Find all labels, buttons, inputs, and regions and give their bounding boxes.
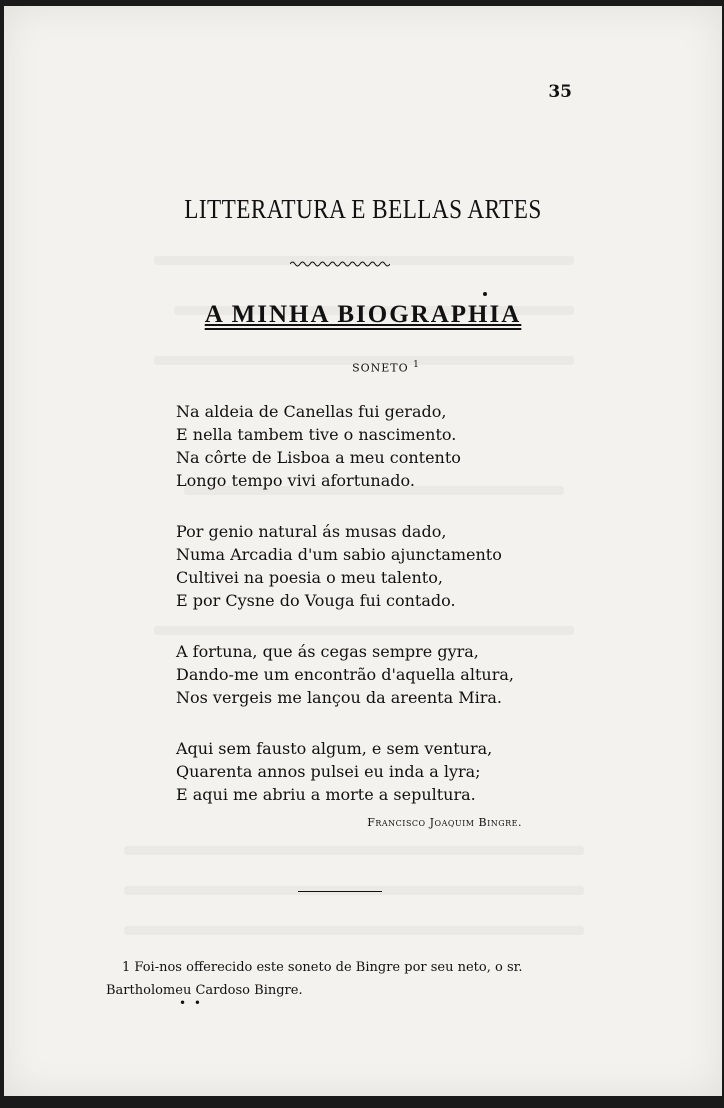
verse-line: Quarenta annos pulsei eu inda a lyra; — [176, 762, 481, 781]
poem-subtitle — [4, 360, 722, 375]
verse-line: Dando-me um encontrão d'aquella altura, — [176, 665, 514, 684]
verse-line: E nella tambem tive o nascimento. — [176, 425, 457, 444]
bleed-through-text — [124, 846, 584, 855]
verse-line: E por Cysne do Vouga fui contado. — [176, 591, 456, 610]
footnote-marks: • • — [179, 996, 203, 1010]
section-title: LITTERATURA E BELLAS ARTES — [184, 194, 542, 224]
verse-line: Nos vergeis me lançou da areenta Mira. — [176, 688, 503, 707]
verse-line: Longo tempo vivi afortunado. — [176, 471, 415, 490]
stanza-3 — [176, 640, 514, 709]
verse-line: Por genio natural ás musas dado, — [176, 522, 447, 541]
stanza-1 — [176, 400, 461, 492]
verse-line: E aqui me abriu a morte a sepultura. — [176, 785, 476, 804]
stanza-4 — [176, 737, 492, 806]
footnote — [106, 956, 586, 1002]
footnote-number: 1 — [122, 960, 131, 975]
page-number: 35 — [548, 82, 572, 102]
footnote-text: Foi-nos offerecido este soneto de Bingre por seu neto, o sr. Bartholomeu Cardoso Bingre. — [106, 960, 523, 998]
footnote-reference: 1 — [413, 360, 420, 370]
dot-ornament — [483, 292, 487, 296]
verse-line: Na aldeia de Canellas fui gerado, — [176, 402, 447, 421]
verse-line: Numa Arcadia d'um sabio ajunctamento — [176, 545, 502, 564]
bleed-through-text — [124, 926, 584, 935]
author-signature: Francisco Joaquim Bingre. — [367, 816, 522, 829]
stanza-2 — [176, 520, 502, 612]
verse-line: Aqui sem fausto algum, e sem ventura, — [176, 739, 493, 758]
end-rule — [298, 891, 382, 892]
document-page — [4, 6, 722, 1096]
subtitle-label: SONETO — [352, 361, 409, 375]
wavy-rule-ornament — [290, 260, 390, 268]
verse-line: A fortuna, que ás cegas sempre gyra, — [176, 642, 479, 661]
verse-line: Cultivei na poesia o meu talento, — [176, 568, 443, 587]
verse-line: Na côrte de Lisboa a meu contento — [176, 448, 461, 467]
bleed-through-text — [154, 626, 574, 635]
poem-title: A MINHA BIOGRAPHIA — [204, 301, 522, 328]
